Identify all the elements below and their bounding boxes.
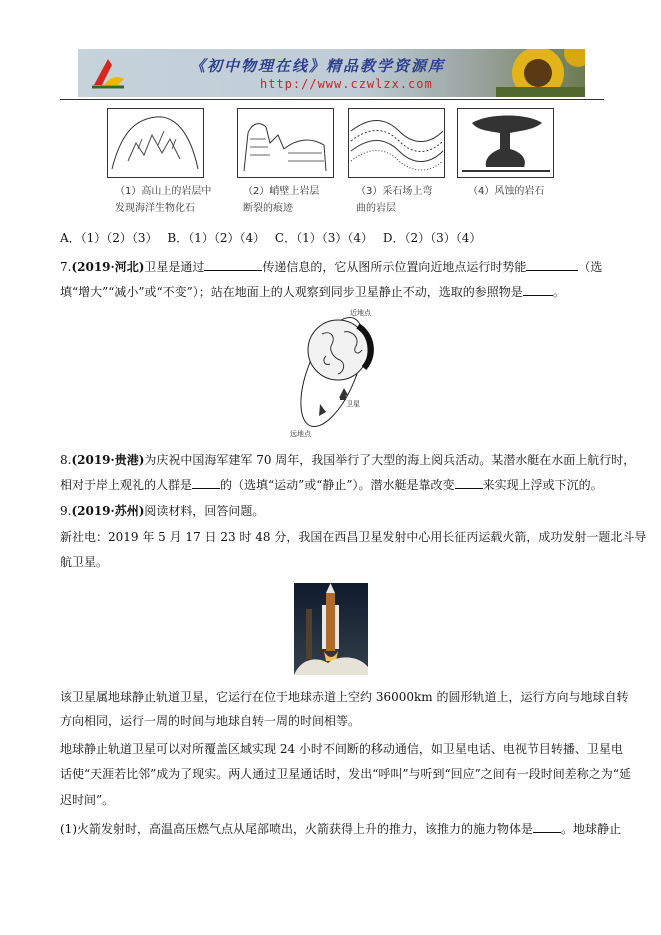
question-text: 阅读材料，回答问题。 <box>144 504 265 518</box>
logo-icon <box>88 55 128 91</box>
answer-blank[interactable] <box>533 821 561 833</box>
caption-line: （1）高山上的岩层中 <box>115 186 212 197</box>
question-8-line-1 <box>60 453 635 467</box>
question-text: 为庆祝中国海军建军 70 周年，我国举行了大型的海上阅兵活动。某潜水艇在水面上航行时， <box>144 453 636 467</box>
paragraph-line: 话使“天涯若比邻”成为了现实。两人通过卫星通话时，发出“呼叫”与听到“回应”之间有一段时间差称之为“延 <box>60 767 631 781</box>
satellite-label: 卫星 <box>346 400 360 408</box>
figure-fossil-mountain <box>107 108 204 178</box>
news-line-1: 新社电：2019 年 5 月 17 日 23 时 48 分，我国在西昌卫星发射中心用长征丙运载火箭，成功发射一题北斗导 <box>60 530 647 544</box>
figure-caption <box>115 183 211 217</box>
sub-question-1 <box>60 821 621 836</box>
paragraph-line: 该卫星属地球静止轨道卫星，它运行在位于地球赤道上空约 36000km 的圆形轨道上，运行方向与地球自转 <box>60 690 629 704</box>
orbit-diagram <box>282 304 382 440</box>
question-text: 的（选填“运动”或“静止”）。潜水艇是靠改变 <box>220 478 455 492</box>
question-source: (2019·苏州) <box>71 504 145 518</box>
apogee-label: 远地点 <box>290 430 311 438</box>
paragraph-line: 迟时间”。 <box>60 793 115 807</box>
answer-blank[interactable] <box>523 284 553 296</box>
caption-line: 断裂的痕迹 <box>243 203 293 214</box>
question-text: 相对于岸上观礼的人群是 <box>60 478 193 492</box>
caption-line: （4）风蚀的岩石 <box>468 186 545 197</box>
news-line-2: 航卫星。 <box>60 555 109 569</box>
answer-blank[interactable] <box>192 477 220 489</box>
question-text: 。 <box>552 285 565 299</box>
question-text: （选 <box>578 260 603 274</box>
question-text: 填“增大”“减小”或“不变”）；站在地面上的人观察到同步卫星静止不动，选取的参照物是 <box>60 285 523 299</box>
question-number: 8. <box>60 453 72 467</box>
question-source: (2019·河北) <box>71 260 145 274</box>
figure-caption <box>243 183 319 217</box>
caption-line: （3）采石场上弯 <box>356 186 433 197</box>
header-rule <box>60 99 604 100</box>
question-source: (2019·贵港) <box>71 453 145 467</box>
caption-line: 发现海洋生物化石 <box>115 203 195 214</box>
question-text: (1)火箭发射时，高温高压燃气点从尾部喷出，火箭获得上升的推力，该推力的施力物体是 <box>60 822 534 836</box>
question-text: 来实现上浮或下沉的。 <box>482 478 603 492</box>
rocket-launch-photo <box>294 583 368 675</box>
figure-cliff-fracture <box>237 108 334 178</box>
figure-folded-strata <box>348 108 445 178</box>
banner-title: 《初中物理在线》精品教学资源库 <box>190 57 446 75</box>
paragraph-line: 方向相同，运行一周的时间与地球自转一周的时间相等。 <box>60 714 361 728</box>
answer-options: A．（1）（2）（3） B．（1）（2）（4） C．（1）（3）（4） D．（2）（3）（4） <box>60 231 482 245</box>
answer-blank[interactable] <box>455 477 483 489</box>
sunflower-icon <box>496 49 585 97</box>
question-number: 7. <box>60 260 72 274</box>
question-7-line-2 <box>60 284 565 299</box>
answer-blank[interactable] <box>526 259 578 271</box>
question-number: 9. <box>60 504 72 518</box>
arrow-icon <box>319 404 326 416</box>
question-text: 。地球静止 <box>561 822 622 836</box>
figure-caption <box>468 183 544 200</box>
header-banner <box>78 49 585 97</box>
answer-blank[interactable] <box>204 259 262 271</box>
perigee-label: 近地点 <box>350 309 371 317</box>
question-text: 卫星是通过 <box>144 260 205 274</box>
question-text: 传递信息的，它从图所示位置向近地点运行时势能 <box>262 260 527 274</box>
caption-line: 曲的岩层 <box>356 203 396 214</box>
figure-caption <box>356 183 432 217</box>
question-7-line-1 <box>60 259 602 274</box>
question-9-line-1 <box>60 504 264 518</box>
paragraph-line: 地球静止轨道卫星可以对所覆盖区域实现 24 小时不间断的移动通信，如卫星电话、电视节目转播、卫星电 <box>60 742 623 756</box>
caption-line: （2）峭壁上岩层 <box>243 186 320 197</box>
question-8-line-2 <box>60 477 603 492</box>
figure-wind-eroded-rock <box>457 108 554 178</box>
banner-url[interactable]: http://www.czwlzx.com <box>260 77 433 91</box>
